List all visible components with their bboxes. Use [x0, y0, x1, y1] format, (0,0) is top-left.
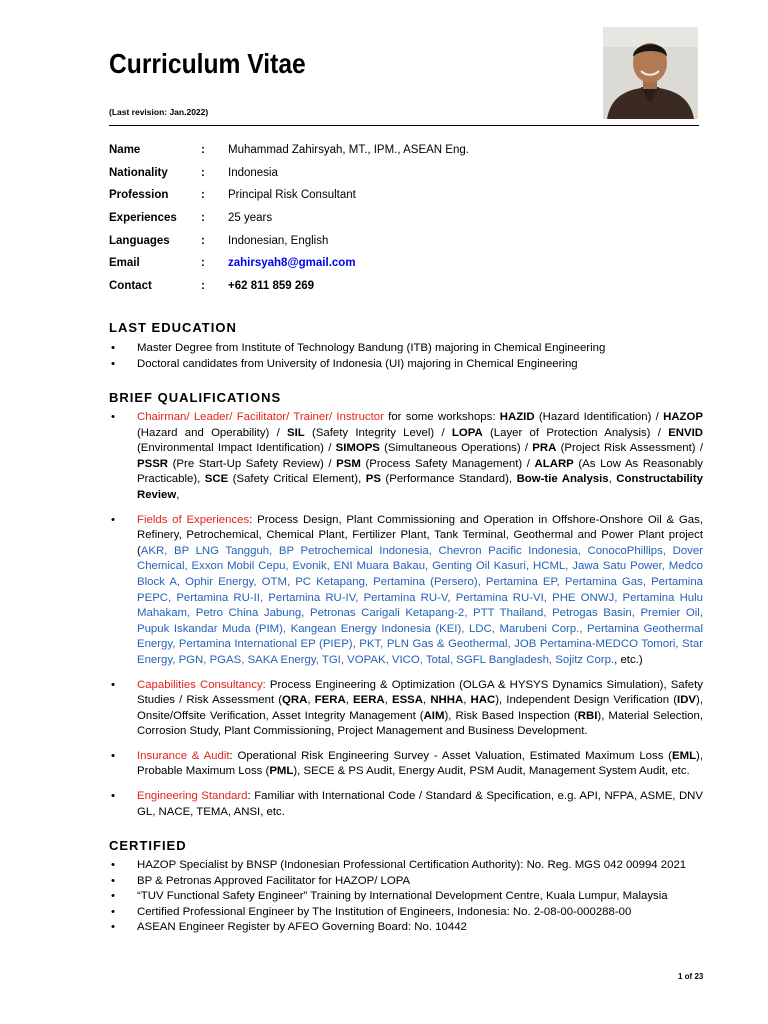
text-run: , [384, 694, 392, 707]
text-run: , etc.) [614, 653, 643, 666]
text-run: : Familiar with International Code / Standard & Specification, e.g. API, NFPA, ASME, DNV GL, NACE, TEMA, ANSI, etc. [137, 790, 703, 818]
info-label: Experiences [109, 212, 177, 225]
qualifications-list [111, 410, 703, 820]
term: PRA [532, 442, 557, 455]
info-row-languages [109, 235, 469, 258]
list-item: • Certified Professional Engineer by The Institution of Engineers, Indonesia: No. 2-08-00-000288-00 [111, 905, 703, 921]
certified-list [111, 858, 703, 936]
text-run: , [463, 694, 471, 707]
text-run: , [423, 694, 431, 707]
info-row-nationality [109, 167, 469, 190]
term: ESSA [391, 694, 423, 707]
term: NHHA [430, 694, 464, 707]
item-lead: Chairman/ Leader/ Facilitator/ Trainer/ Instructor [137, 411, 384, 423]
info-value: Muhammad Zahirsyah, MT., IPM., ASEAN Eng. [228, 144, 469, 156]
list-item [111, 789, 703, 820]
text-run: (Hazard Identification) / [534, 411, 664, 423]
section-title-education: LAST EDUCATION [109, 320, 237, 335]
info-label: Nationality [109, 166, 168, 179]
info-colon: : [201, 257, 205, 270]
term: HAC [470, 694, 496, 707]
info-label: Contact [109, 280, 152, 293]
client-list: AKR, BP LNG Tangguh, BP Petrochemical Indonesia, Chevron Pacific Indonesia, ConocoPhillips, Dover Chemical, Exxon Mobil Cepu, Evonik, ENI Muara Bakau, Genting Oil Kasuri, HCML, Jawa Satu Power, Medco Block A, Ophir Energy, OTM, PC Ketapang, Pertamina (Persero), Pertamina EP, Pertamina Gas, Pertamina PEPC, Pertamina RU-II, Pertamina RU-IV, Pertamina RU-V, Pertamina RU-VI, PHE ONWJ, Pertamina Hulu Mahakam, Petro China Jabung, Petronas Carigali Ketapang-2, PTT Thailand, Petrogas Basin, Premier Oil, Pupuk Iskandar Muda (PIM), Kangean Energy Indonesia (KEI), LDC, Marubeni Corp., Pertamina Geothermal Energy, Pertamina International EP (PIEP), PKT, PLN Gas & Geothermal, JOB Pertamina-MEDCO Tomori, Star Energy, PGN, PGAS, SAKA Energy, TGI, VOPAK, VICO, Total, SGFL Bangladesh, Sojitz Corp. [137, 544, 703, 666]
term: SIMOPS [335, 442, 380, 455]
profile-photo [603, 27, 698, 119]
term: PML [269, 765, 294, 778]
term: AIM [423, 709, 445, 722]
page-title: Curriculum Vitae [109, 48, 306, 79]
info-colon: : [201, 189, 205, 202]
text-run: (Safety Critical Element), [228, 473, 366, 486]
list-item [111, 410, 703, 504]
text-run: ), Onsite/Offsite Verification, Asset Integrity Management ( [137, 694, 703, 722]
info-row-profession [109, 189, 469, 212]
term: SCE [204, 473, 229, 486]
info-colon: : [201, 234, 205, 247]
info-row-email [109, 257, 469, 280]
term: PS [365, 473, 381, 486]
term: FERA [314, 694, 346, 707]
section-title-qualifications: BRIEF QUALIFICATIONS [109, 390, 282, 405]
text-run: (Environmental Impact Identification) / [137, 442, 336, 455]
term: LOPA [451, 426, 483, 439]
term: PSSR [137, 457, 169, 470]
info-colon: : [201, 144, 205, 156]
text-run: ), Independent Design Verification ( [495, 694, 678, 707]
text-run: ), Risk Based Inspection ( [444, 709, 578, 722]
header-divider [109, 125, 699, 126]
text-run: , [176, 488, 180, 501]
list-item [111, 749, 703, 780]
info-colon: : [201, 212, 205, 225]
info-label: Name [109, 144, 141, 156]
text-run: (Pre Start-Up Safety Review) / [168, 457, 337, 470]
text-run: : Process Design, Plant Commissioning and Operation in Offshore-Onshore Oil & Gas, Refinery, Petrochemical, Chemical Plant, Fertilizer Plant, Tank Terminal, Geothermal and Power Plant project ( [137, 513, 703, 557]
info-value: Indonesia [228, 166, 278, 179]
section-title-certified: CERTIFIED [109, 838, 187, 853]
info-value: Principal Risk Consultant [228, 189, 356, 202]
text-run: (Project Risk Assessment) / [556, 442, 703, 455]
list-item: • Doctoral candidates from University of Indonesia (UI) majoring in Chemical Engineering [111, 357, 703, 373]
text-run: (Performance Standard), [380, 473, 517, 486]
term: ALARP [534, 457, 574, 470]
email-link[interactable]: zahirsyah8@gmail.com [228, 257, 356, 270]
list-item: • ASEAN Engineer Register by AFEO Governing Board: No. 10442 [111, 920, 703, 936]
term: Bow-tie Analysis [516, 473, 609, 486]
revision-note: (Last revision: Jan.2022) [109, 107, 209, 117]
list-item: • BP & Petronas Approved Facilitator for HAZOP/ LOPA [111, 874, 703, 890]
item-lead: Capabilities Consultancy: [137, 678, 266, 691]
list-item [111, 513, 703, 669]
text-run: (Layer of Protection Analysis) / [482, 426, 669, 439]
education-list [111, 341, 703, 372]
info-value: +62 811 859 269 [228, 280, 315, 293]
text-run: ), Probable Maximum Loss ( [137, 749, 703, 778]
text-run: (Simultaneous Operations) / [379, 442, 533, 455]
term: IDV [677, 694, 697, 707]
term: Constructability Review [137, 473, 703, 501]
term: HAZOP [663, 411, 703, 423]
page-number: 1 of 23 [678, 972, 704, 981]
item-lead: Engineering Standard [137, 790, 248, 803]
term: QRA [282, 694, 308, 707]
text-run: : Operational Risk Engineering Survey - Asset Valuation, Estimated Maximum Loss ( [229, 749, 672, 762]
info-row-contact [109, 280, 469, 303]
info-row-name [109, 144, 469, 167]
info-colon: : [201, 280, 205, 293]
text-run: (Process Safety Management) / [360, 457, 535, 470]
text-run: (Safety Integrity Level) / [304, 426, 452, 439]
list-item: • Master Degree from Institute of Technology Bandung (ITB) majoring in Chemical Engineering [111, 341, 703, 357]
text-run: , [345, 694, 353, 707]
list-item [111, 678, 703, 740]
info-label: Profession [109, 189, 169, 202]
text-run: for some workshops: [383, 411, 500, 423]
info-row-experiences [109, 212, 469, 235]
portrait-image [603, 27, 698, 119]
info-label: Languages [109, 234, 170, 247]
item-lead: Insurance & Audit [137, 749, 230, 762]
text-run: Process Engineering & Optimization (OLGA & HYSYS Dynamics Simulation), Safety Studies / Risk Assessment ( [137, 678, 703, 707]
term: EERA [353, 694, 385, 707]
info-value: 25 years [228, 212, 273, 225]
text-run: ), SECE & PS Audit, Energy Audit, PSM Audit, Management System Audit, etc. [293, 765, 690, 778]
term: HAZID [499, 411, 535, 423]
term: ENVID [668, 426, 703, 439]
term: EML [671, 749, 697, 762]
info-value: Indonesian, English [228, 234, 329, 247]
term: PSM [336, 457, 361, 470]
text-run: , [608, 473, 617, 486]
personal-info [109, 144, 469, 303]
text-run: (Hazard and Operability) / [137, 426, 288, 439]
text-run: , [307, 694, 315, 707]
term: SIL [287, 426, 305, 439]
list-item: • HAZOP Specialist by BNSP (Indonesian Professional Certification Authority): No. Reg. MGS 042 00994 2021 [111, 858, 703, 874]
text-run: ), Material Selection, Corrosion Study, Plant Commissioning, Project Management and Business Development. [137, 709, 704, 738]
info-label: Email [109, 257, 140, 270]
list-item: • “TUV Functional Safety Engineer” Training by International Development Centre, Kuala Lumpur, Malaysia [111, 889, 703, 905]
text-run: (As Low As Reasonably Practicable), [137, 457, 703, 486]
info-colon: : [201, 166, 205, 179]
term: RBI [577, 709, 598, 722]
item-lead: Fields of Experiences [137, 513, 250, 526]
